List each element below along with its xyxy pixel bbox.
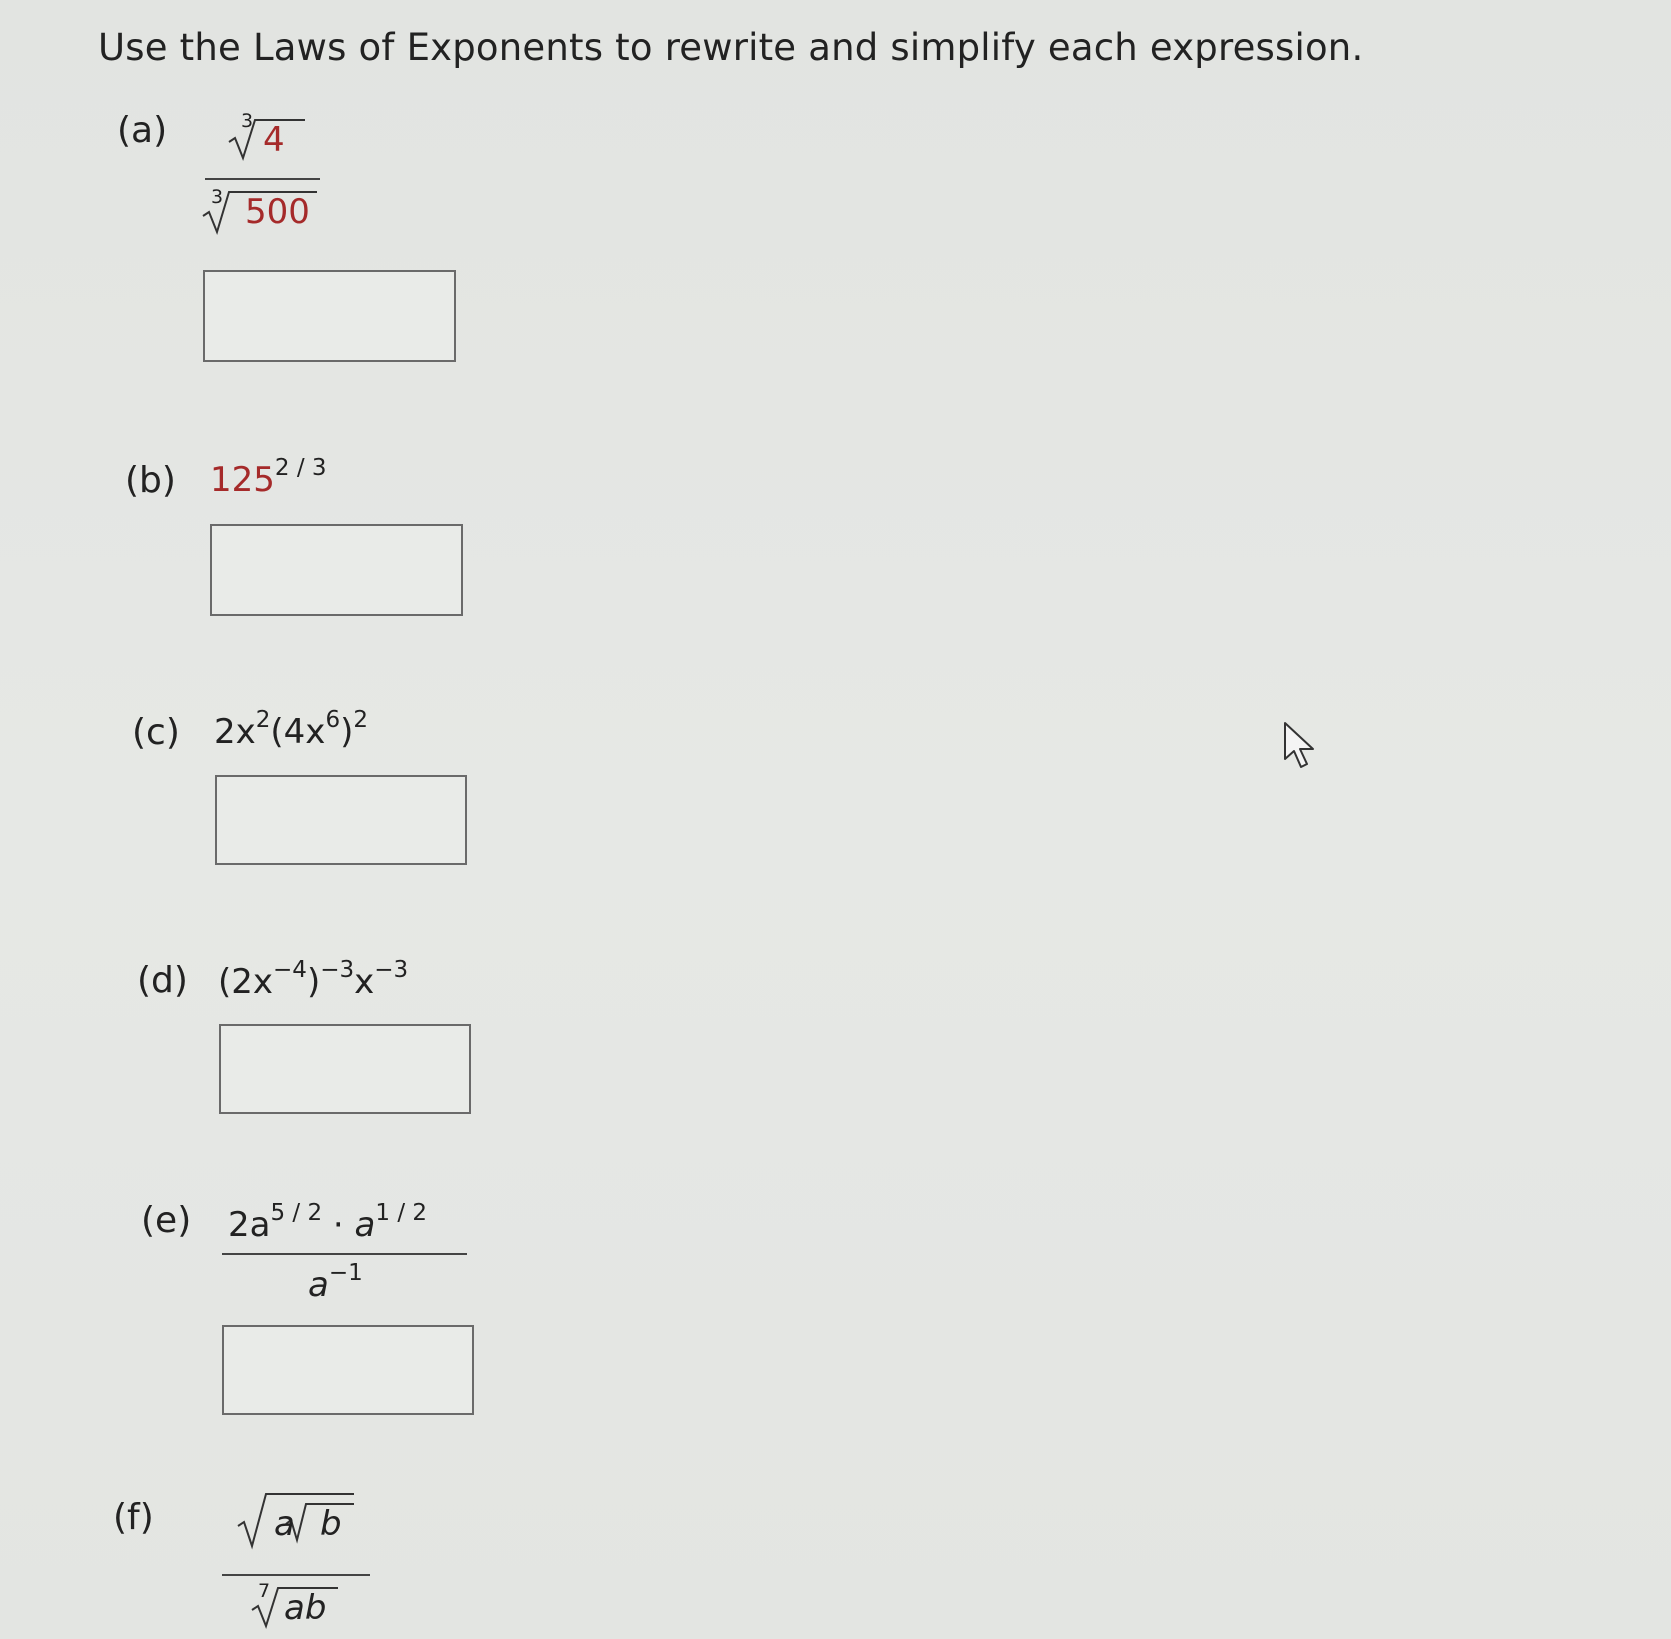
part-c-term: )	[340, 712, 354, 752]
part-d-exponent: −3	[374, 957, 409, 983]
part-a-den-index: 3	[211, 186, 224, 208]
part-b-exponent: 2 / 3	[274, 455, 327, 481]
instruction-text: Use the Laws of Exponents to rewrite and simplify each expression.	[98, 26, 1364, 69]
part-e-exponent: 5 / 2	[270, 1200, 323, 1226]
part-d-term: x	[354, 962, 375, 1002]
part-f-den-radicand: ab	[284, 1588, 327, 1628]
part-e-answer-box[interactable]	[222, 1325, 474, 1415]
part-d-exponent: −3	[320, 957, 355, 983]
part-d-expression	[218, 957, 409, 1002]
part-e-term: 2a	[228, 1205, 271, 1245]
fraction-bar	[222, 1253, 467, 1255]
mouse-pointer-icon	[1283, 721, 1319, 771]
part-a-expression	[205, 110, 320, 240]
part-c-label: (c)	[132, 712, 180, 753]
part-b-label: (b)	[125, 460, 176, 501]
part-e-expression	[222, 1195, 467, 1305]
part-a-answer-box[interactable]	[203, 270, 456, 362]
part-d-exponent: −4	[273, 957, 307, 983]
part-e-term: a	[354, 1205, 376, 1245]
part-f-label: (f)	[113, 1497, 154, 1538]
part-c-term: (4x	[270, 712, 326, 752]
part-d-term: )	[306, 962, 321, 1002]
part-f-expression	[222, 1490, 370, 1630]
part-e-exponent: 1 / 2	[375, 1200, 428, 1226]
part-b-base: 125	[210, 460, 275, 500]
part-a-num-radicand: 4	[263, 120, 285, 160]
part-d-answer-box[interactable]	[219, 1024, 471, 1114]
part-d-term: (2x	[218, 962, 274, 1002]
part-c-exponent: 6	[325, 707, 341, 733]
part-b-answer-box[interactable]	[210, 524, 463, 616]
part-e-numerator	[228, 1200, 428, 1245]
part-a-label: (a)	[117, 110, 168, 151]
part-a-den-radicand: 500	[245, 192, 310, 232]
part-c-term: 2x	[214, 712, 256, 752]
part-b-expression	[210, 455, 327, 500]
fraction-bar	[222, 1574, 370, 1576]
part-f-num-b: b	[320, 1504, 342, 1544]
part-a-num-index: 3	[241, 110, 254, 132]
part-d-label: (d)	[137, 960, 188, 1001]
fraction-bar	[205, 178, 320, 180]
part-c-exponent: 2	[255, 707, 271, 733]
part-c-exponent: 2	[353, 707, 368, 733]
part-c-answer-box[interactable]	[215, 775, 467, 865]
part-c-expression	[214, 707, 368, 752]
part-e-term: a	[308, 1265, 329, 1305]
part-f-num-a: a	[274, 1504, 295, 1544]
part-f-den-index: 7	[258, 1580, 271, 1602]
part-e-dot: ·	[322, 1205, 355, 1245]
part-e-label: (e)	[141, 1200, 192, 1241]
part-e-exponent: −1	[328, 1260, 363, 1286]
part-e-denominator	[308, 1260, 363, 1305]
